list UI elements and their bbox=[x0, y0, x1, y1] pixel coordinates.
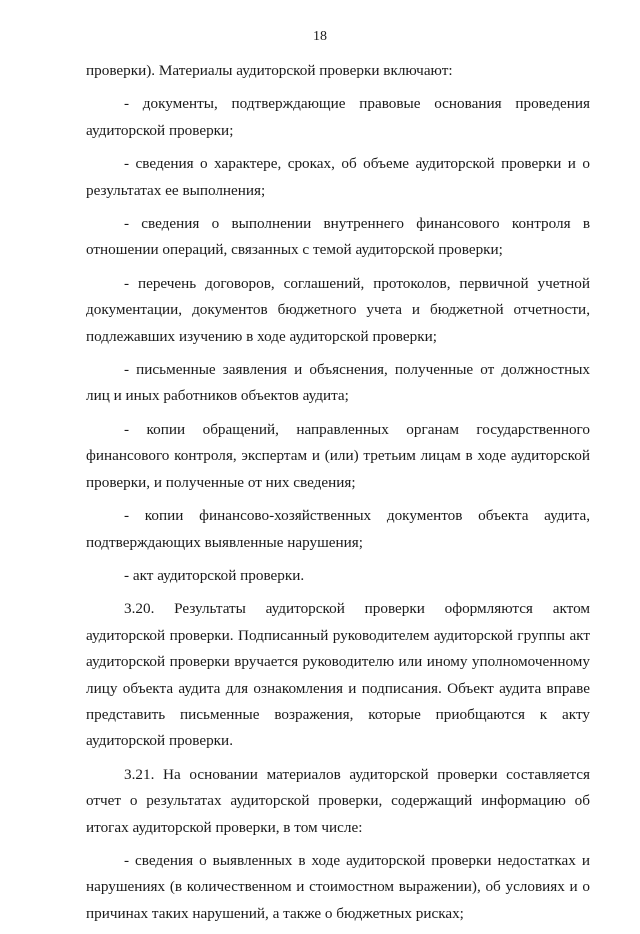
list-item-legal-basis: - документы, подтверждающие правовые основания проведения аудиторской проверки; bbox=[86, 95, 590, 139]
list-item-internal-control: - сведения о выполнении внутреннего финансового контроля в отношении операций, связанных с темой аудиторской проверки; bbox=[86, 215, 590, 259]
paragraph-intro: проверки). Материалы аудиторской проверки включают: bbox=[86, 62, 453, 79]
list-item-financial-documents: - копии финансово-хозяйственных документов объекта аудита, подтверждающих выявленные нарушения; bbox=[86, 507, 590, 551]
list-item-violations-info: - сведения о выявленных в ходе аудиторской проверки недостатках и нарушениях (в количественном и стоимостном выражении), об условиях и о причинах таких нарушений, а также о бюджетных рисках; bbox=[86, 851, 590, 922]
list-item-contracts-list: - перечень договоров, соглашений, протоколов, первичной учетной документации, документов бюджетного учета и бюджетной отчетности, подлежавших изучению в ходе аудиторской проверки; bbox=[86, 274, 590, 345]
list-item-audit-act: - акт аудиторской проверки. bbox=[124, 566, 305, 584]
paragraph-3-21: 3.21. На основании материалов аудиторской проверки составляется отчет о результатах аудиторской проверки, содержащий информацию об итогах аудиторской проверки, в том числе: bbox=[86, 765, 590, 836]
paragraph-3-20: 3.20. Результаты аудиторской проверки оформляются актом аудиторской проверки. Подписанный руководителем аудиторской группы акт аудиторской проверки вручается руководителю или иному уполномоченному лицу объекта аудита для ознакомления и подписания. Объект аудита вправе представить письменные возражения, которые приобщаются к акту аудиторской проверки. bbox=[86, 600, 590, 750]
list-item-request-copies: - копии обращений, направленных органам государственного финансового контроля, экспертам и (или) третьим лицам в ходе аудиторской проверки, и полученные от них сведения; bbox=[86, 420, 590, 491]
page-number: 18 bbox=[313, 29, 327, 44]
list-item-written-statements: - письменные заявления и объяснения, полученные от должностных лиц и иных работников объектов аудита; bbox=[86, 361, 590, 405]
document-body bbox=[86, 58, 590, 934]
list-item-scope-info: - сведения о характере, сроках, об объеме аудиторской проверки и о результатах ее выполнения; bbox=[86, 155, 590, 199]
